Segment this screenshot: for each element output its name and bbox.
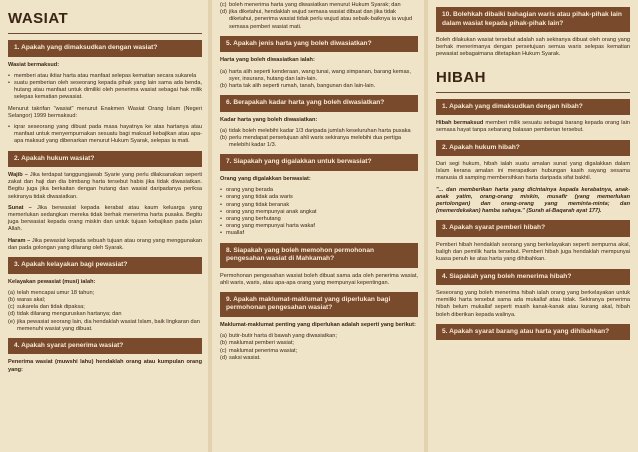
harta-list bbox=[220, 69, 418, 91]
panel-wasiat-middle bbox=[212, 0, 424, 452]
title-rule bbox=[8, 33, 202, 34]
mahkamah-text: Permohonan pengesahan wasiat boleh dibuat sama ada oleh penerima wasiat, ahli waris, waris, atau apa-apa orang yang mempunyai kepentingan. bbox=[220, 272, 418, 286]
syarat-pemberi-text: Pemberi hibah hendaklah seorang yang berkelayakan seperti sempurna akal, baligh dan pemilik harta tersebut. Pemberi hibah juga hendaklah mempunyai kuasa penuh ke atas harta yang dihibahkan. bbox=[436, 241, 630, 263]
penerima-hibah-text: Seseorang yang boleh menerima hibah ialah orang yang berkelayakan untuk memiliki harta tersebut sama ada mukallaf atau tidak. Sekiranya penerima hibah belum mukallaf seperti masih kanak-kanak atau kurang akal, hibah boleh diberikan kepada walinya. bbox=[436, 290, 630, 318]
kelayakan-label: Kelayakan pewasiat (musi) ialah: bbox=[8, 278, 96, 285]
haram-label: Haram – bbox=[8, 237, 31, 244]
hibah-question-header-5: 5. Apakah syarat barang atau harta yang dihibahkan? bbox=[436, 324, 630, 341]
hibah-text: memberi milik sesuatu sebagai barang kepada orang lain semasa hayat tanpa sebarang balasan pemberian tersebut. bbox=[436, 120, 630, 134]
list-item: (c) maklumat penerima wasiat; bbox=[220, 347, 298, 354]
panel-wasiat-left bbox=[0, 0, 208, 452]
question-header-2: 2. Apakah hukum wasiat? bbox=[8, 151, 202, 168]
hibah-label: Hibah bermaksud bbox=[436, 120, 484, 127]
haram-text: Jika pewasiat kepada sebuah tujuan atau orang yang menggunakan dan pada golongan yang dilarang oleh Syarak. bbox=[8, 237, 202, 251]
list-item: • memberi atau iktiar harta atau manfaat selepas kematian secara sukarela bbox=[8, 73, 202, 80]
title-rule bbox=[436, 92, 630, 93]
hibah-definition bbox=[436, 120, 630, 134]
sunat-text: Jika berwasiat kepada kerabat atau kaum keluarga yang memerlukan sedangkan mereka tidak berhak menerima harta pusaka. Begitu juga berwasiat kepada orang miskin dan untuk tujuan kebajikan pada jalan Allah. bbox=[8, 204, 202, 233]
list-item: (b) perlu mendapat persetujuan ahli waris sekiranya melebihi dua pertiga melebihi kadar 1/3. bbox=[220, 135, 401, 149]
section-title-hibah: HIBAH bbox=[436, 68, 486, 86]
galak-list bbox=[220, 187, 418, 237]
question-header-4: 4. Apakah syarat penerima wasiat? bbox=[8, 338, 202, 355]
list-item: (a) butir-butir harta di bawah yang diwasiatkan; bbox=[220, 333, 337, 340]
list-item: • orang yang tidak beranak bbox=[220, 202, 418, 209]
list-item: • orang yang mempunyai anak angkat bbox=[220, 209, 418, 216]
hukum-wajib bbox=[8, 172, 202, 201]
sunat-label: Sunat – bbox=[8, 204, 32, 211]
list-item: (c) sukarela dan tidak dipaksa; bbox=[8, 304, 85, 311]
list-item: • orang yang tidak ada waris bbox=[220, 194, 418, 201]
question-header-7: 7. Siapakah yang digalakkan untuk berwasiat? bbox=[220, 154, 418, 171]
maklumat-list bbox=[220, 333, 418, 362]
quran-quote: "... dan memberikan harta yang dicintainya kepada kerabatnya, anak-anak yatim, orang-orang miskin, musafir (yang memerlukan pertolongan) dan orang-orang yang meminta-minta; dan (memerdekakan) hamba sahaya." (Surah al-Baqarah ayat 177). bbox=[436, 186, 630, 215]
harta-label: Harta yang boleh diwasiatkan ialah: bbox=[220, 57, 315, 64]
penerima-list-continued bbox=[220, 2, 418, 31]
hibah-question-header-2: 2. Apakah hukum hibah? bbox=[436, 140, 630, 157]
list-item: • orang yang berada bbox=[220, 187, 418, 194]
list-item: (a) tidak boleh melebihi kadar 1/3 daripada jumlah keseluruhan harta pusaka bbox=[220, 127, 411, 134]
list-item: • suatu pemberian oleh seseorang kepada pihak yang lain sama ada benda, hutang atau manfaat untuk dimiliki oleh penerima wasiat sebagai hak milik selepas kematian pewasiat. bbox=[8, 80, 202, 102]
hukum-hibah-text: Dari segi hukum, hibah ialah suatu amalan sunat yang digalakkan dalam Islam kerana amalan ini merapatkan hubungan kasih sayang sesama manusia di samping membersihkan harta daripada sifat bakhil. bbox=[436, 161, 630, 182]
galak-label: Orang yang digalakkan berwasiat: bbox=[220, 175, 311, 182]
list-item: (b) harta tak alih seperti rumah, tanah, bangunan dan lain-lain. bbox=[220, 82, 376, 89]
wajib-label: Wajib – bbox=[8, 172, 28, 179]
hibah-question-header-4: 4. Siapakah yang boleh menerima hibah? bbox=[436, 269, 630, 286]
list-item: (d) jika diketahui, hendaklah wujud semasa wasiat dibuat dan jika tidak diketahui, penerima wasiat tidak perlu wujud atau sebaik-baiknya ia wujud semasa pemberi wasiat mati. bbox=[220, 9, 413, 30]
list-item: (c) boleh menerima harta yang diwasiatkan menurut Hukum Syarak; dan bbox=[220, 2, 401, 8]
hibah-question-header-3: 3. Apakah syarat pemberi hibah? bbox=[436, 220, 630, 237]
kadar-label: Kadar harta yang boleh diwasiatkan: bbox=[220, 116, 318, 123]
question-header-8: 8. Siapakah yang boleh memohon permohonan pengesahan wasiat di Mahkamah? bbox=[220, 243, 418, 268]
list-item: (b) waras akal; bbox=[8, 296, 46, 303]
hukum-haram bbox=[8, 238, 202, 252]
list-item: (d) saksi wasiat. bbox=[220, 354, 261, 361]
list-item: • iqrar seseorang yang dibuat pada masa hayatnya ke atas hartanya atau manfaat untuk menyempurnakan sesuatu bagi maksud kebajikan atau apa-apa maksud yang dibenarkan menurut Hukum Syarak, selepas ia mati. bbox=[8, 124, 202, 146]
kelayakan-list bbox=[8, 290, 202, 333]
maklumat-label: Maklumat-maklumat penting yang diperlukan adalah seperti yang berikut: bbox=[220, 321, 416, 328]
list-item: (b) maklumat pemberi wasiat; bbox=[220, 340, 294, 347]
question-header-1: 1. Apakah yang dimaksudkan dengan wasiat? bbox=[8, 40, 202, 57]
question-header-9: 9. Apakah maklumat-maklumat yang diperlukan bagi permohonan pengesahan wasiat? bbox=[220, 292, 418, 317]
section-title-wasiat: WASIAT bbox=[8, 10, 69, 27]
enakmen-list bbox=[8, 124, 202, 146]
question-header-6: 6. Berapakah kadar harta yang boleh diwasiatkan? bbox=[220, 95, 418, 112]
list-item: • orang yang mempunyai harta wakaf bbox=[220, 223, 418, 230]
list-item: (d) tidak dilarang menguruskan hartanya; dan bbox=[8, 311, 122, 318]
enakmen-text: Menurut takrifan "wasiat" menurut Enakmen Wasiat Orang Islam (Negeri Selangor) 1999 bermaksud: bbox=[8, 105, 202, 119]
hibah-question-header-1: 1. Apakah yang dimaksudkan dengan hibah? bbox=[436, 99, 630, 116]
list-item: • muallaf bbox=[220, 230, 418, 237]
question-header-3: 3. Apakah kelayakan bagi pewasiat? bbox=[8, 257, 202, 274]
wajib-text: Jika terdapat tanggungjawab Syarie yang perlu dilaksanakan seperti zakat dan haji dan dia bimbang harta tersebut habis jika tidak diwasiatkan. Begitu juga jika berkaitan dengan hutang dan wasiat daripadanya periksa sekiranya tidak diwasiatkan. bbox=[8, 172, 203, 200]
wasiat-definition-list bbox=[8, 73, 202, 102]
q10-text: Boleh dilakukan wasiat tersebut adalah sah sekiranya dibuat oleh orang yang berhak menerimanya dengan persetujuan semua waris selepas kematian pewasiat sebagaimana ditetapkan Hukum Syarak. bbox=[436, 37, 630, 58]
kadar-list bbox=[220, 128, 418, 150]
panel-hibah bbox=[428, 0, 638, 452]
list-item: (a) telah mencapai umur 18 tahun; bbox=[8, 289, 95, 296]
question-header-5: 5. Apakah jenis harta yang boleh diwasiatkan? bbox=[220, 36, 418, 53]
penerima-text: Penerima wasiat (muwshi lahu) hendaklah orang atau kumpulan orang yang: bbox=[8, 359, 202, 373]
list-item: (e) jika pewasiat seorang lain, dia hendaklah wasiat Islam, baik lingkaran dan memenuhi wasiat yang dibuat. bbox=[8, 318, 200, 332]
list-item: • orang yang berhutang bbox=[220, 216, 418, 223]
question-header-10: 10. Bolehkah dibaiki bahagian waris atau pihak-pihak lain dalam wasiat kepada pihak-pihak lain? bbox=[436, 7, 630, 32]
wasiat-definition-label: Wasiat bermaksud: bbox=[8, 61, 60, 68]
hukum-sunat bbox=[8, 205, 202, 234]
list-item: (a) harta alih seperti kenderaan, wang tunai, wang simpanan, barang kemas, syer, insurans, hutang dan lain-lain. bbox=[220, 68, 411, 82]
